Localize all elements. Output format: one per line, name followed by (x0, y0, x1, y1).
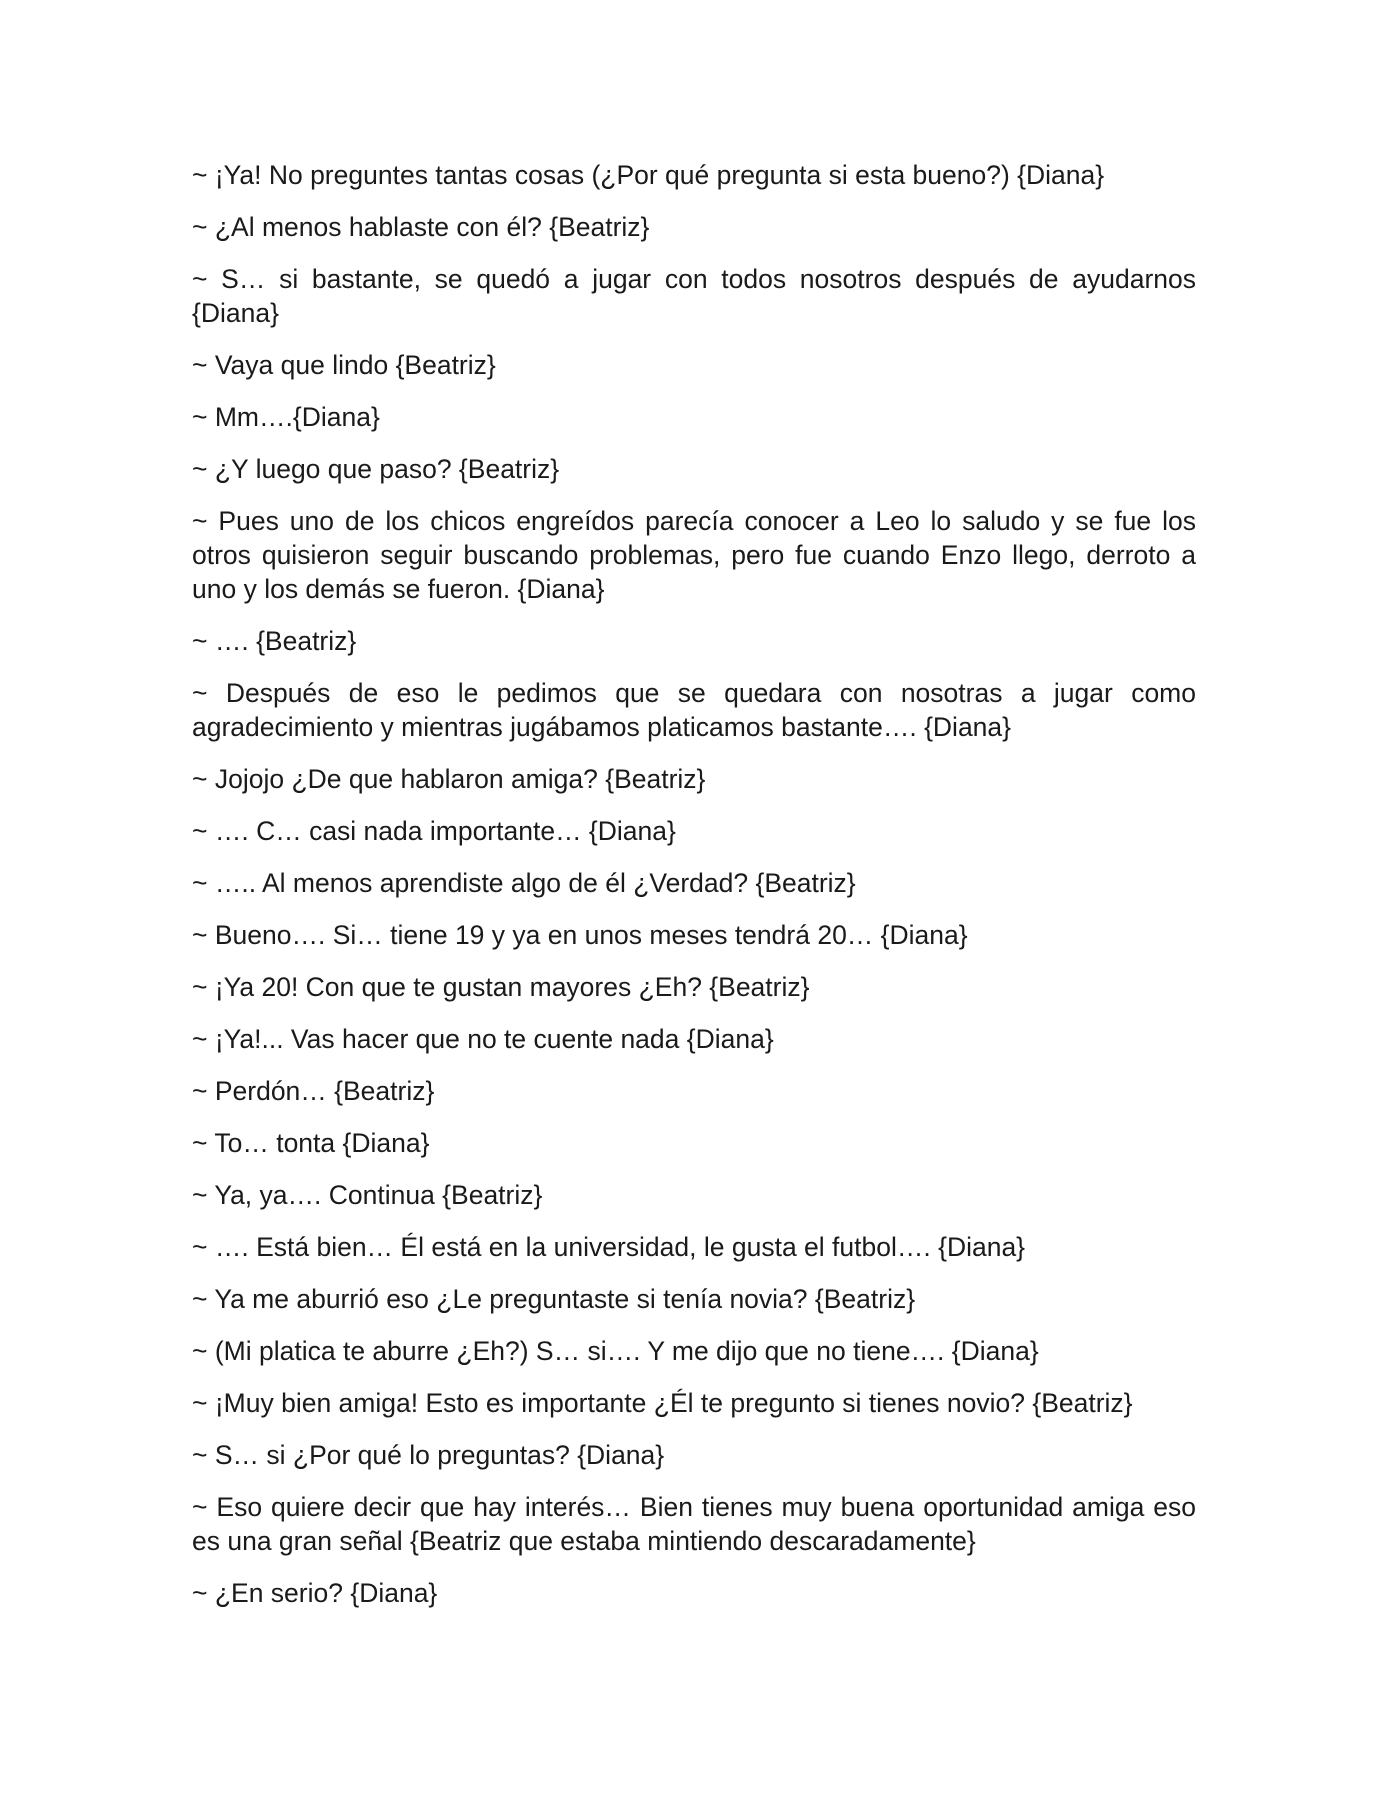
dialogue-line: ~ To… tonta {Diana} (192, 1128, 430, 1158)
dialogue-line: ~ S… si ¿Por qué lo preguntas? {Diana} (192, 1440, 665, 1470)
dialogue-line: ~ ¡Ya 20! Con que te gustan mayores ¿Eh? {Beatriz} (192, 972, 810, 1002)
dialogue-line: ~ ¿Y luego que paso? {Beatriz} (192, 454, 560, 484)
dialogue-line: ~ ….. Al menos aprendiste algo de él ¿Verdad? {Beatriz} (192, 868, 856, 898)
dialogue-line: ~ Ya, ya…. Continua {Beatriz} (192, 1180, 543, 1210)
dialogue-line: ~ (Mi platica te aburre ¿Eh?) S… si…. Y me dijo que no tiene…. {Diana} (192, 1336, 1039, 1366)
dialogue-line: ~ Ya me aburrió eso ¿Le preguntaste si tenía novia? {Beatriz} (192, 1284, 916, 1314)
dialogue-line: ~ Vaya que lindo {Beatriz} (192, 350, 496, 380)
dialogue-line: ~ …. C… casi nada importante… {Diana} (192, 816, 676, 846)
dialogue-line: ~ Mm….{Diana} (192, 402, 380, 432)
dialogue-line: ~ …. Está bien… Él está en la universidad, le gusta el futbol…. {Diana} (192, 1232, 1026, 1262)
dialogue-line: ~ ¡Ya!... Vas hacer que no te cuente nada {Diana} (192, 1024, 774, 1054)
dialogue-line: ~ Perdón… {Beatriz} (192, 1076, 435, 1106)
dialogue-line: ~ Eso quiere decir que hay interés… Bien tienes muy buena oportunidad amiga eso es una gran señal {Beatriz que estaba mintiendo descaradamente} (192, 1492, 1196, 1556)
dialogue-line: ~ Bueno…. Si… tiene 19 y ya en unos meses tendrá 20… {Diana} (192, 920, 968, 950)
dialogue-line: ~ ¡Muy bien amiga! Esto es importante ¿Él te pregunto si tienes novio? {Beatriz} (192, 1388, 1133, 1418)
dialogue-line: ~ ¿En serio? {Diana} (192, 1578, 438, 1608)
dialogue-line: ~ ¡Ya! No preguntes tantas cosas (¿Por qué pregunta si esta bueno?) {Diana} (192, 160, 1105, 190)
dialogue-line: ~ ¿Al menos hablaste con él? {Beatriz} (192, 212, 650, 242)
dialogue-line: ~ Pues uno de los chicos engreídos parecía conocer a Leo lo saludo y se fue los otros quisieron seguir buscando problemas, pero fue cuando Enzo llego, derroto a uno y los demás se fueron. {Diana} (192, 506, 1196, 604)
dialogue-line: ~ Después de eso le pedimos que se quedara con nosotras a jugar como agradecimiento y mientras jugábamos platicamos bastante…. {Diana} (192, 678, 1196, 742)
dialogue-line: ~ …. {Beatriz} (192, 626, 357, 656)
dialogue-line: ~ S… si bastante, se quedó a jugar con todos nosotros después de ayudarnos {Diana} (192, 264, 1196, 328)
dialogue-text (192, 158, 1196, 1628)
dialogue-line: ~ Jojojo ¿De que hablaron amiga? {Beatriz} (192, 764, 706, 794)
